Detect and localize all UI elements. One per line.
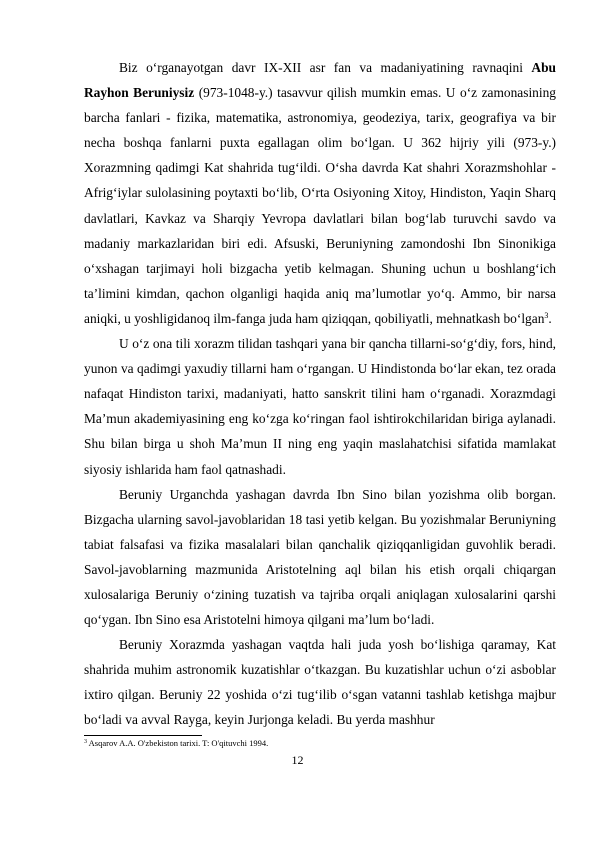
paragraph-1-intro: Biz o‘rganayotgan davr IX-XII asr fan va madaniyatining ravnaqini: [119, 60, 532, 75]
footnote-text: Asqarov A.A. O'zbekiston tarixi. T: O'qituvchi 1994.: [87, 738, 269, 748]
paragraph-1-body: (973-1048-y.) tasavvur qilish mumkin emas. U o‘z zamonasining barcha fanlari - fizika, matematika, astronomiya, geodeziya, tarix, geografiya va bir necha boshqa fanlarni puxta egallagan olim bo‘lgan. U 362 hijriy yili (973-y.) Xorazmning qadimgi Kat shahrida tug‘ildi. O‘sha davrda Kat shahri Xorazmshohlar - Afrig‘iylar sulolasining poytaxti bo‘lib, O‘rta Osiyoning Xitoy, Hindiston, Yaqin Sharq davlatlari, Kavkaz va Sharqiy Yevropa davlatlari bilan bog‘lab turuvchi savdo va madaniy markazlaridan biri edi. Afsuski, Beruniyning zamondoshi Ibn Sinonikiga o‘xshagan tarjimayi holi bizgacha yetib kelmagan. Shuning uchun u boshlang‘ich ta’limini kimdan, qachon olganligi haqida aniq ma’lumotlar yo‘q. Ammo, bir narsa aniqki, u yoshligidanoq ilm-fanga juda ham qiziqqan, qobiliyatli, mehnatkash bo‘lgan: [84, 85, 556, 326]
body-text: [84, 55, 556, 733]
footnote: [84, 738, 556, 749]
paragraph-1-end: .: [548, 310, 552, 326]
author-name: Abu Rayhon Beruniysiz: [84, 60, 556, 101]
paragraph-3: Beruniy Urganchda yashagan davrda Ibn Sino bilan yozishma olib borgan. Bizgacha ularning savol-javoblaridan 18 tasi yetib kelgan. Bu yozishmalar Beruniyning tabiat falsafasi va fizika masalalari bilan qanchalik qiziqqanligidan guvohlik beradi. Savol-javoblarning mazmunida Aristotelning aql bilan his etish orqali chiqargan xulosalariga Beruniy o‘zining tuzatish va tajriba orqali aniqlagan xulosalarini qarshi qo‘ygan. Ibn Sino esa Aristotelni himoya qilgani ma’lum bo‘ladi.: [84, 486, 556, 628]
page-number: 12: [291, 753, 304, 767]
footnote-reference: 3: [544, 310, 549, 320]
footnote-divider: [84, 735, 202, 736]
footnote-marker: 3: [84, 739, 87, 745]
paragraph-1: [84, 55, 556, 331]
paragraph-4: Beruniy Xorazmda yashagan vaqtda hali juda yosh bo‘lishiga qaramay, Kat shahrida muhim astronomik kuzatishlar o‘tkazgan. Bu kuzatishlar uchun o‘zi asboblar ixtiro qilgan. Beruniy 22 yoshida o‘zi tug‘ilib o‘sgan vatanni tashlab ketishga majbur bo‘ladi va avval Rayga, keyin Jurjonga keladi. Bu yerda mashhur: [84, 637, 556, 728]
paragraph-2: U o‘z ona tili xorazm tilidan tashqari yana bir qancha tillarni-so‘g‘diy, fors, hind, yunon va qadimgi yaxudiy tillarni ham o‘rgangan. U Hindistonda bo‘lar ekan, tez orada nafaqat Hindiston tarixi, madaniyati, hatto sanskrit tilini ham o‘rganadi. Xorazmdagi Ma’mun akademiyasining eng ko‘zga ko‘ringan faol ishtirokchilaridan biriga aylanadi. Shu bilan birga u shoh Ma’mun II ning eng yaqin maslahatchisi sifatida mamlakat siyosiy ishlarida ham faol qatnashadi.: [84, 336, 556, 477]
